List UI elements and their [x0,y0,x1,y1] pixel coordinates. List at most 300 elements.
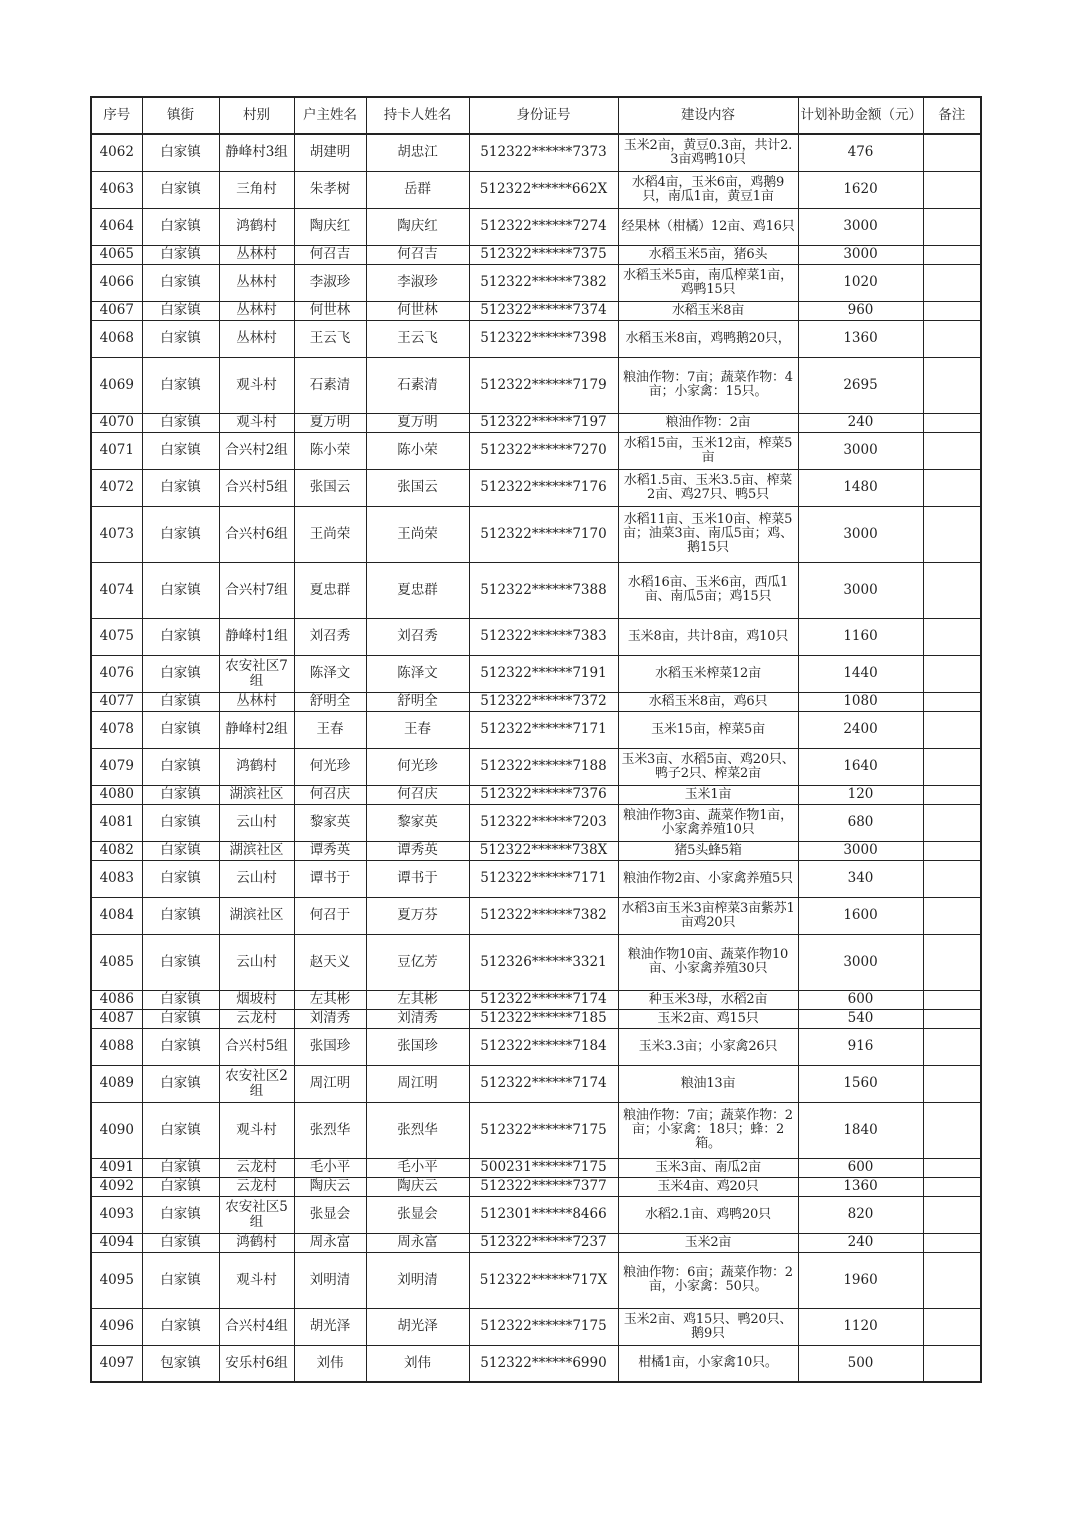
cell-holder: 刘召秀 [366,618,469,655]
cell-owner: 谭书于 [294,860,366,897]
cell-amount: 1160 [798,618,923,655]
cell-holder: 夏万明 [366,413,469,432]
cell-id: 512322******7377 [469,1177,618,1196]
header-owner: 户主姓名 [294,97,366,134]
table-row [91,506,981,562]
cell-owner: 朱孝树 [294,171,366,208]
cell-owner: 张国云 [294,469,366,506]
cell-content: 粮油作物3亩、蔬菜作物1亩，小家禽养殖10只 [618,804,798,841]
cell-holder: 陶庆云 [366,1177,469,1196]
cell-note [923,711,981,748]
table-row [91,692,981,711]
cell-content: 猪5头蜂5箱 [618,841,798,860]
cell-village: 静峰村1组 [219,618,294,655]
table-row [91,432,981,469]
cell-seq: 4075 [91,618,142,655]
table-row [91,469,981,506]
cell-holder: 岳群 [366,171,469,208]
cell-note [923,1252,981,1308]
header-content: 建设内容 [618,97,798,134]
cell-id: 512322******738X [469,841,618,860]
subsidy-table [90,96,982,1383]
cell-note [923,1196,981,1233]
cell-holder: 夏忠群 [366,562,469,618]
cell-holder: 谭秀英 [366,841,469,860]
cell-amount: 600 [798,1158,923,1177]
cell-owner: 谭秀英 [294,841,366,860]
cell-town: 白家镇 [142,264,219,301]
table-row [91,1233,981,1252]
cell-note [923,413,981,432]
cell-amount: 1640 [798,748,923,785]
cell-town: 白家镇 [142,785,219,804]
cell-holder: 胡光泽 [366,1308,469,1345]
cell-content: 水稻玉米榨菜12亩 [618,655,798,692]
cell-id: 512322******7382 [469,897,618,934]
cell-amount: 2695 [798,357,923,413]
cell-town: 白家镇 [142,1177,219,1196]
table-row [91,897,981,934]
table-row [91,171,981,208]
cell-note [923,1308,981,1345]
cell-holder: 夏万芬 [366,897,469,934]
cell-note [923,934,981,990]
cell-amount: 340 [798,860,923,897]
cell-town: 白家镇 [142,413,219,432]
cell-amount: 1960 [798,1252,923,1308]
cell-town: 白家镇 [142,1028,219,1065]
cell-town: 白家镇 [142,990,219,1009]
table-row [91,934,981,990]
cell-seq: 4094 [91,1233,142,1252]
header-holder: 持卡人姓名 [366,97,469,134]
cell-note [923,432,981,469]
cell-holder: 陶庆红 [366,208,469,245]
header-seq: 序号 [91,97,142,134]
cell-town: 白家镇 [142,841,219,860]
cell-seq: 4083 [91,860,142,897]
cell-note [923,618,981,655]
cell-village: 观斗村 [219,1252,294,1308]
cell-note [923,469,981,506]
cell-amount: 500 [798,1345,923,1382]
cell-owner: 王春 [294,711,366,748]
cell-seq: 4096 [91,1308,142,1345]
table-row [91,1028,981,1065]
table-row [91,264,981,301]
header-village: 村别 [219,97,294,134]
cell-content: 水稻11亩、玉米10亩、榨菜5亩；油菜3亩、南瓜5亩；鸡、鹅15只 [618,506,798,562]
cell-holder: 黎家英 [366,804,469,841]
table-row [91,245,981,264]
cell-owner: 何召吉 [294,245,366,264]
header-amount: 计划补助金额（元） [798,97,923,134]
cell-village: 鸿鹤村 [219,748,294,785]
cell-seq: 4084 [91,897,142,934]
cell-village: 安乐村6组 [219,1345,294,1382]
cell-owner: 陶庆红 [294,208,366,245]
cell-note [923,1009,981,1028]
cell-seq: 4072 [91,469,142,506]
cell-amount: 960 [798,301,923,320]
cell-note [923,1065,981,1102]
cell-village: 农安社区7组 [219,655,294,692]
cell-village: 丛林村 [219,692,294,711]
table-row [91,1308,981,1345]
cell-seq: 4087 [91,1009,142,1028]
cell-id: 512326******3321 [469,934,618,990]
cell-id: 512322******7274 [469,208,618,245]
cell-amount: 1020 [798,264,923,301]
cell-note [923,1158,981,1177]
cell-owner: 刘召秀 [294,618,366,655]
cell-holder: 刘伟 [366,1345,469,1382]
table-row [91,804,981,841]
cell-note [923,1345,981,1382]
table-row [91,748,981,785]
cell-note [923,245,981,264]
cell-town: 白家镇 [142,711,219,748]
table-row [91,1065,981,1102]
cell-id: 512322******6990 [469,1345,618,1382]
cell-town: 白家镇 [142,245,219,264]
cell-content: 水稻2.1亩、鸡鸭20只 [618,1196,798,1233]
cell-amount: 820 [798,1196,923,1233]
cell-village: 云龙村 [219,1177,294,1196]
cell-town: 白家镇 [142,1102,219,1158]
cell-note [923,320,981,357]
cell-holder: 何召吉 [366,245,469,264]
cell-seq: 4090 [91,1102,142,1158]
cell-id: 512322******7398 [469,320,618,357]
cell-seq: 4091 [91,1158,142,1177]
cell-village: 合兴村7组 [219,562,294,618]
cell-village: 湖滨社区 [219,841,294,860]
cell-town: 白家镇 [142,1252,219,1308]
cell-holder: 豆亿芳 [366,934,469,990]
cell-amount: 3000 [798,562,923,618]
cell-note [923,1028,981,1065]
cell-id: 512322******7237 [469,1233,618,1252]
cell-town: 白家镇 [142,301,219,320]
cell-content: 水稻3亩玉米3亩榨菜3亩紫苏1亩鸡20只 [618,897,798,934]
cell-content: 柑橘1亩，小家禽10只。 [618,1345,798,1382]
cell-amount: 240 [798,1233,923,1252]
cell-village: 农安社区5组 [219,1196,294,1233]
header-row [91,97,981,134]
cell-note [923,692,981,711]
cell-village: 湖滨社区 [219,785,294,804]
header-town: 镇街 [142,97,219,134]
table-row [91,1009,981,1028]
cell-village: 合兴村5组 [219,1028,294,1065]
cell-owner: 刘伟 [294,1345,366,1382]
cell-town: 白家镇 [142,562,219,618]
cell-id: 512322******7197 [469,413,618,432]
cell-owner: 何世林 [294,301,366,320]
cell-holder: 王云飞 [366,320,469,357]
cell-village: 云龙村 [219,1158,294,1177]
cell-village: 云山村 [219,934,294,990]
cell-amount: 3000 [798,506,923,562]
cell-content: 玉米8亩，共计8亩，鸡10只 [618,618,798,655]
cell-owner: 赵天义 [294,934,366,990]
cell-seq: 4085 [91,934,142,990]
header-note: 备注 [923,97,981,134]
cell-id: 512322******7270 [469,432,618,469]
cell-town: 白家镇 [142,171,219,208]
cell-village: 云山村 [219,860,294,897]
cell-owner: 夏万明 [294,413,366,432]
cell-town: 白家镇 [142,618,219,655]
cell-owner: 刘明清 [294,1252,366,1308]
cell-owner: 夏忠群 [294,562,366,618]
cell-id: 512322******7376 [469,785,618,804]
cell-id: 512322******7176 [469,469,618,506]
cell-note [923,785,981,804]
cell-village: 合兴村5组 [219,469,294,506]
cell-holder: 谭书于 [366,860,469,897]
cell-amount: 1480 [798,469,923,506]
cell-owner: 张国珍 [294,1028,366,1065]
table-row [91,785,981,804]
cell-town: 白家镇 [142,692,219,711]
cell-seq: 4095 [91,1252,142,1308]
cell-seq: 4074 [91,562,142,618]
cell-owner: 李淑珍 [294,264,366,301]
table-row [91,413,981,432]
cell-seq: 4086 [91,990,142,1009]
cell-content: 粮油作物2亩、小家禽养殖5只 [618,860,798,897]
cell-id: 512322******7191 [469,655,618,692]
table-row [91,1158,981,1177]
cell-id: 512322******7188 [469,748,618,785]
cell-village: 丛林村 [219,245,294,264]
cell-seq: 4081 [91,804,142,841]
cell-holder: 刘清秀 [366,1009,469,1028]
cell-content: 玉米15亩，榨菜5亩 [618,711,798,748]
cell-amount: 1840 [798,1102,923,1158]
cell-town: 白家镇 [142,469,219,506]
table-row [91,860,981,897]
cell-amount: 1120 [798,1308,923,1345]
cell-holder: 张国云 [366,469,469,506]
cell-amount: 3000 [798,934,923,990]
cell-town: 包家镇 [142,1345,219,1382]
cell-town: 白家镇 [142,934,219,990]
cell-id: 512322******7185 [469,1009,618,1028]
cell-village: 云龙村 [219,1009,294,1028]
cell-owner: 周永富 [294,1233,366,1252]
table-row [91,1196,981,1233]
cell-content: 玉米3亩、水稻5亩、鸡20只、鸭子2只、榨菜2亩 [618,748,798,785]
cell-content: 水稻玉米5亩，南瓜榨菜1亩，鸡鸭15只 [618,264,798,301]
cell-amount: 1360 [798,320,923,357]
cell-note [923,841,981,860]
cell-owner: 张显会 [294,1196,366,1233]
cell-seq: 4078 [91,711,142,748]
cell-owner: 王尚荣 [294,506,366,562]
cell-amount: 3000 [798,208,923,245]
cell-town: 白家镇 [142,655,219,692]
cell-village: 观斗村 [219,357,294,413]
cell-holder: 周江明 [366,1065,469,1102]
cell-holder: 周永富 [366,1233,469,1252]
table-row [91,1345,981,1382]
cell-amount: 120 [798,785,923,804]
cell-village: 农安社区2组 [219,1065,294,1102]
cell-note [923,134,981,171]
cell-content: 种玉米3母，水稻2亩 [618,990,798,1009]
table-row [91,562,981,618]
cell-amount: 540 [798,1009,923,1028]
cell-amount: 3000 [798,245,923,264]
cell-holder: 王春 [366,711,469,748]
cell-owner: 陈泽文 [294,655,366,692]
cell-id: 512322******7372 [469,692,618,711]
cell-town: 白家镇 [142,1196,219,1233]
cell-amount: 1440 [798,655,923,692]
cell-holder: 毛小平 [366,1158,469,1177]
cell-id: 512322******7174 [469,990,618,1009]
cell-amount: 1600 [798,897,923,934]
cell-note [923,860,981,897]
cell-seq: 4070 [91,413,142,432]
cell-amount: 1360 [798,1177,923,1196]
cell-village: 鸿鹤村 [219,208,294,245]
cell-seq: 4071 [91,432,142,469]
cell-town: 白家镇 [142,1009,219,1028]
cell-owner: 左其彬 [294,990,366,1009]
table-body [91,134,981,1382]
cell-holder: 李淑珍 [366,264,469,301]
cell-content: 经果林（柑橘）12亩、鸡16只 [618,208,798,245]
cell-id: 500231******7175 [469,1158,618,1177]
cell-village: 烟坡村 [219,990,294,1009]
cell-amount: 2400 [798,711,923,748]
cell-seq: 4093 [91,1196,142,1233]
cell-content: 玉米2亩、鸡15只 [618,1009,798,1028]
cell-content: 玉米4亩、鸡20只 [618,1177,798,1196]
cell-id: 512322******7184 [469,1028,618,1065]
cell-seq: 4064 [91,208,142,245]
cell-content: 粮油作物：2亩 [618,413,798,432]
cell-holder: 舒明全 [366,692,469,711]
cell-note [923,1177,981,1196]
cell-content: 水稻15亩，玉米12亩，榨菜5亩 [618,432,798,469]
table-row [91,134,981,171]
cell-content: 粮油作物：7亩；蔬菜作物：4亩；小家禽：15只。 [618,357,798,413]
cell-village: 湖滨社区 [219,897,294,934]
cell-seq: 4065 [91,245,142,264]
cell-owner: 陈小荣 [294,432,366,469]
cell-note [923,748,981,785]
cell-town: 白家镇 [142,1065,219,1102]
cell-town: 白家镇 [142,897,219,934]
table-row [91,208,981,245]
cell-owner: 石素清 [294,357,366,413]
cell-seq: 4082 [91,841,142,860]
cell-village: 云山村 [219,804,294,841]
cell-seq: 4073 [91,506,142,562]
cell-holder: 王尚荣 [366,506,469,562]
cell-amount: 3000 [798,432,923,469]
cell-owner: 胡光泽 [294,1308,366,1345]
cell-town: 白家镇 [142,432,219,469]
cell-note [923,208,981,245]
cell-id: 512322******7171 [469,711,618,748]
table-row [91,320,981,357]
cell-holder: 张烈华 [366,1102,469,1158]
cell-id: 512322******7203 [469,804,618,841]
cell-id: 512322******717X [469,1252,618,1308]
cell-town: 白家镇 [142,134,219,171]
cell-note [923,804,981,841]
cell-village: 静峰村3组 [219,134,294,171]
cell-town: 白家镇 [142,860,219,897]
cell-id: 512301******8466 [469,1196,618,1233]
cell-content: 水稻玉米8亩，鸡鸭鹅20只， [618,320,798,357]
cell-village: 静峰村2组 [219,711,294,748]
cell-content: 玉米2亩、鸡15只、鸭20只、鹅9只 [618,1308,798,1345]
table-row [91,1177,981,1196]
cell-id: 512322******7373 [469,134,618,171]
cell-id: 512322******7170 [469,506,618,562]
cell-id: 512322******7383 [469,618,618,655]
cell-holder: 何光珍 [366,748,469,785]
cell-owner: 胡建明 [294,134,366,171]
cell-id: 512322******7175 [469,1308,618,1345]
cell-village: 合兴村2组 [219,432,294,469]
cell-owner: 刘清秀 [294,1009,366,1028]
cell-content: 水稻16亩、玉米6亩，西瓜1亩、南瓜5亩；鸡15只 [618,562,798,618]
cell-note [923,897,981,934]
table-row [91,1102,981,1158]
cell-village: 丛林村 [219,301,294,320]
cell-note [923,562,981,618]
cell-holder: 何世林 [366,301,469,320]
cell-content: 粮油作物：7亩；蔬菜作物：2亩；小家禽：18只；蜂：2箱。 [618,1102,798,1158]
cell-town: 白家镇 [142,804,219,841]
cell-owner: 何光珍 [294,748,366,785]
cell-content: 玉米2亩，黄豆0.3亩，共计2.3亩鸡鸭10只 [618,134,798,171]
cell-content: 玉米1亩 [618,785,798,804]
cell-holder: 张显会 [366,1196,469,1233]
cell-town: 白家镇 [142,320,219,357]
cell-holder: 何召庆 [366,785,469,804]
table-row [91,655,981,692]
cell-village: 合兴村4组 [219,1308,294,1345]
cell-note [923,301,981,320]
cell-amount: 916 [798,1028,923,1065]
table-row [91,711,981,748]
cell-seq: 4062 [91,134,142,171]
cell-id: 512322******7175 [469,1102,618,1158]
cell-seq: 4069 [91,357,142,413]
cell-seq: 4092 [91,1177,142,1196]
cell-village: 丛林村 [219,264,294,301]
cell-amount: 680 [798,804,923,841]
cell-seq: 4063 [91,171,142,208]
table-row [91,301,981,320]
cell-content: 水稻玉米8亩 [618,301,798,320]
cell-town: 白家镇 [142,748,219,785]
table-row [91,990,981,1009]
table-row [91,618,981,655]
cell-seq: 4079 [91,748,142,785]
cell-town: 白家镇 [142,506,219,562]
cell-amount: 600 [798,990,923,1009]
